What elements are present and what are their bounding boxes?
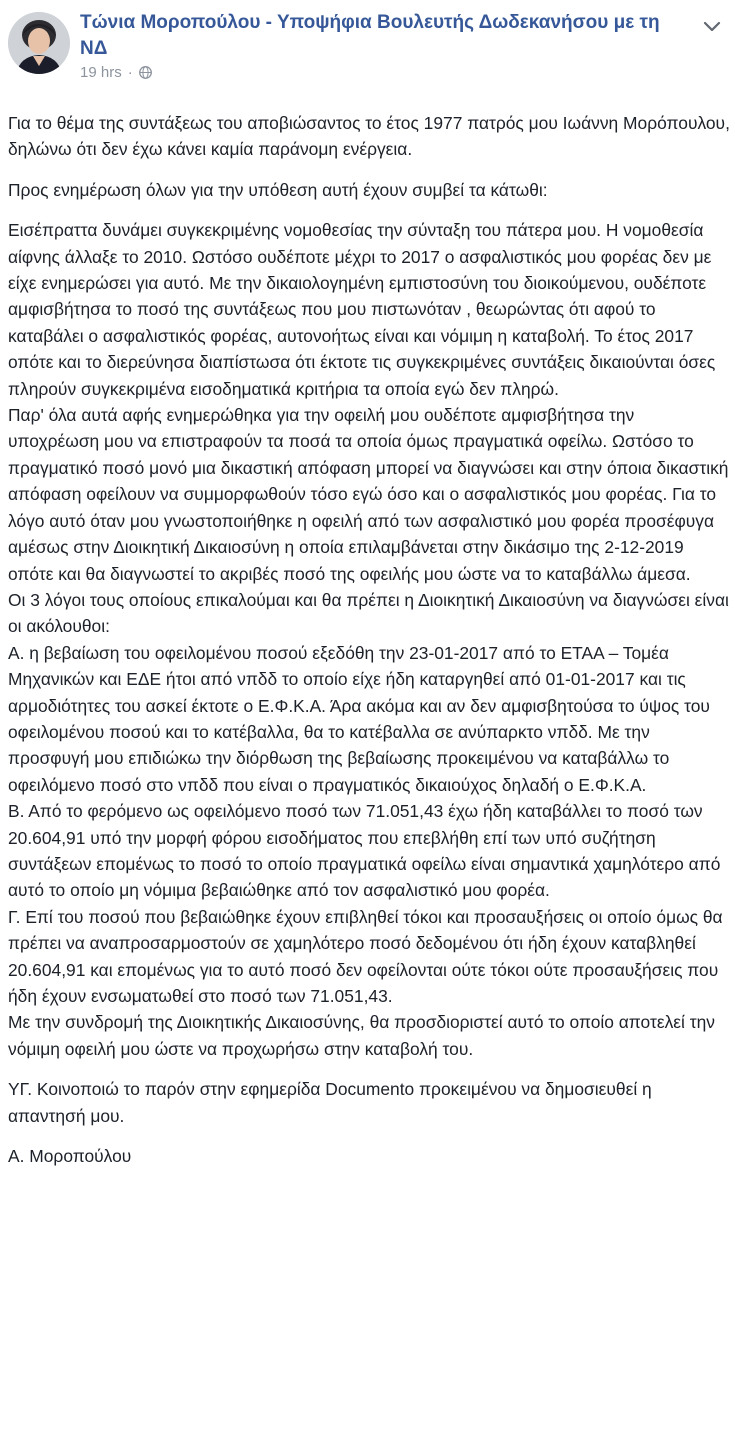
post-paragraph: Προς ενημέρωση όλων για την υπόθεση αυτή έχουν συμβεί τα κάτωθι:: [8, 179, 548, 200]
post-paragraph: ΥΓ. Κοινοποιώ το παρόν στην εφημερίδα Documento προκειμένου να δημοσιευθεί η απαντησή μου.: [8, 1079, 652, 1126]
post-body: [8, 110, 730, 1169]
post-paragraph: Παρ' όλα αυτά αφής ενημερώθηκα για την οφειλή μου ουδέποτε αμφισβήτησα την υποχρέωση μου να επιστραφούν τα ποσά τα οποία όμως πραγματικά οφείλω. Ωστόσο το πραγματικό ποσό μονό μια δικαστική απόφαση μπορεί να διαγνώσει και στην όποια δικαστική απόφαση οφείλουν να συμμορφωθούν τόσο εγώ όσο και ο ασφαλιστικός μου φορέας. Για το λόγο αυτό όταν μου γνωστοποιήθηκε η οφειλή από των ασφαλιστικό μου φορέα προσέφυγα αμέσως στην Διοικητική Δικαιοσύνη η οποία επιλαμβάνεται στην δικάσιμο της 2-12-2019 οπότε και θα διαγνωστεί το ακριβές ποσό της οφειλής μου ώστε να το καταβάλλω άμεσα.: [8, 405, 729, 584]
post-paragraph: Εισέπραττα δυνάμει συγκεκριμένης νομοθεσίας την σύνταξη του πάτερα μου. Η νομοθεσία αίφνης άλλαξε το 2010. Ωστόσο ουδέποτε μέχρι το 2017 ο ασφαλιστικός μου φορέας δεν με είχε ενημερώσει για αυτό. Με την δικαιολογημένη εμπιστοσύνη του διοικούμενου, ουδέποτε αμφισβήτησα το ποσό της συντάξεως που μου πιστωνόταν , θεωρώντας ότι αφού το καταβάλει ο ασφαλιστικός φορέας, αυτονοήτως είναι και νόμιμη η καταβολή. Το έτος 2017 οπότε και το διερεύνησα διαπίστωσα ότι έκτοτε τις συγκεκριμένες συντάξεις δικαιούνται όσες πληρούν συγκεκριμένα εισοδηματικά κριτήρια τα οποία εγώ δεν πληρώ.: [8, 220, 716, 399]
profile-photo-icon: [8, 12, 70, 74]
globe-icon[interactable]: [139, 66, 152, 79]
post-header: [8, 10, 727, 100]
post-paragraph: Με την συνδρομή της Διοικητικής Δικαιοσύνης, θα προσδιοριστεί αυτό το οποίο αποτελεί την νόμιμη οφειλή μου ώστε να προχωρήσω στην καταβολή του.: [8, 1012, 715, 1059]
meta-separator: ·: [127, 64, 133, 81]
avatar[interactable]: [8, 12, 70, 74]
post-paragraph: Α. η βεβαίωση του οφειλομένου ποσού εξεδόθη την 23-01-2017 από το ΕΤΑΑ – Τομέα Μηχανικών και ΕΔΕ ήτοι από νπδδ το οποίο είχε ήδη καταργηθεί από 01-01-2017 και τις αρμοδιότητες του ασκεί έκτοτε ο Ε.Φ.Κ.Α. Άρα ακόμα και αν δεν αμφισβητούσα το ύψος του οφειλομένου ποσού και το κατέβαλλα, θα το κατέβαλλα σε ανύπαρκτο νπδδ. Με την προσφυγή μου επιδιώκω την διόρθωση της βεβαίωσης προκειμένου να καταβάλλω το οφειλόμενο ποσό στο νπδδ που είναι ο πραγματικός δικαιούχος δηλαδή ο Ε.Φ.Κ.Α.: [8, 642, 710, 795]
author-name[interactable]: Τώνια Μοροπούλου - Υποψήφια Βουλευτής Δωδεκανήσου με τη ΝΔ: [80, 12, 660, 59]
post-meta: [80, 64, 680, 81]
post-paragraph: Γ. Επί του ποσού που βεβαιώθηκε έχουν επιβληθεί τόκοι και προσαυξήσεις οι οποίο όμως θα πρέπει να αναπροσαρμοστούν σε χαμηλότερο ποσό δεδομένου ότι ήδη έχουν καταβληθεί 20.604,91 και επομένως για το αυτό ποσό δεν οφείλονται ούτε τόκοι ούτε προσαυξήσεις που ήδη έχουν ενσωματωθεί στο ποσό των 71.051,43.: [8, 906, 723, 1006]
post-signature: Α. Μοροπούλου: [8, 1146, 132, 1167]
post-paragraph: Οι 3 λόγοι τους οποίους επικαλούμαι και θα πρέπει η Διοικητική Δικαιοσύνη να διαγνώσει είναι οι ακόλουθοι:: [8, 589, 729, 637]
author-block: [80, 10, 680, 81]
post-paragraph: Β. Από το φερόμενο ως οφειλόμενο ποσό των 71.051,43 έχω ήδη καταβάλλει το ποσό των 20.604,91 υπό την μορφή φόρου εισοδήματος που επεβλήθη επί των υπό συζήτηση συντάξεων επομένως το ποσό το οποίο πραγματικά οφείλω είναι σημαντικά χαμηλότερο από αυτό το οποίο μη νόμιμα βεβαιώθηκε από τον ασφαλιστικό μου φορέα.: [8, 801, 721, 901]
chevron-down-icon[interactable]: [701, 18, 723, 36]
post-time[interactable]: 19 hrs: [80, 64, 122, 81]
post-paragraph: Για το θέμα της συντάξεως του αποβιώσαντος το έτος 1977 πατρός μου Ιωάννη Μορόπουλου, δηλώνω ότι δεν έχω κάνει καμία παράνομη ενέργεια.: [8, 113, 730, 160]
